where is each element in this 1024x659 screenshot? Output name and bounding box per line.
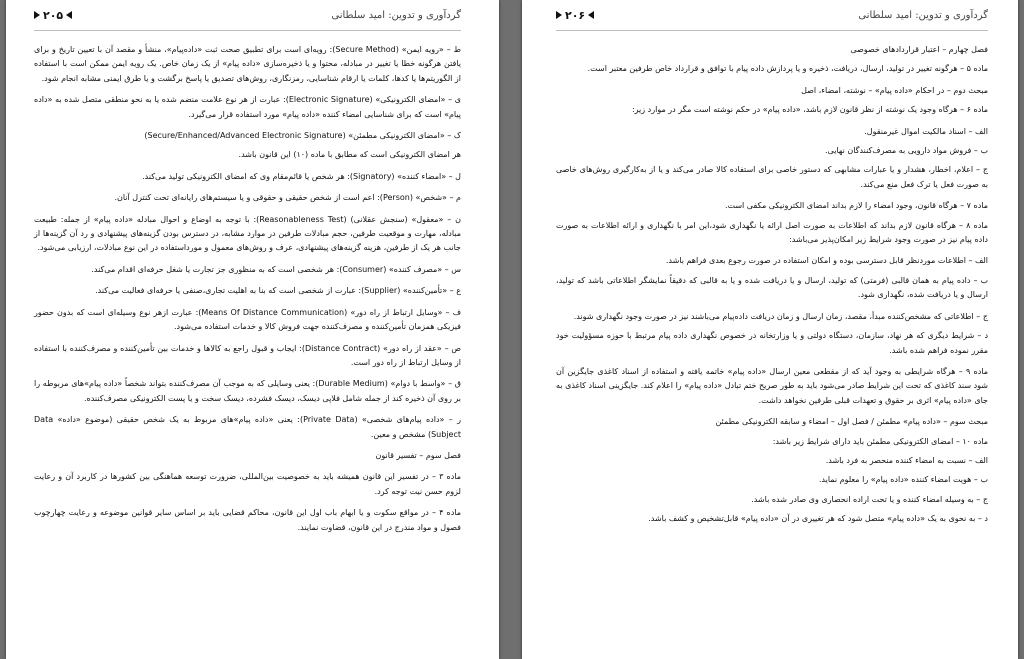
paragraph: ک – «امضای الکترونیکی مطمئن» (Secure/Enhanced/Advanced Electronic Signature) xyxy=(144,131,461,141)
paragraph: الف – اسناد مالکیت اموال غیرمنقول. xyxy=(864,126,988,136)
page-mark-icon xyxy=(66,11,72,19)
paragraph: ی – «امضای الکترونیکی» (Electronic Signature): عبارت از هر نوع علامت منضم شده یا به نحو منطقی متصل شده به «داده پیام» است که برای شناسایی امضاء کننده «داده پیام» مورد استفاده قرار می‌گیرد. xyxy=(34,95,462,119)
paragraph: الف – نسبت به امضاء کننده منحصر به فرد باشد. xyxy=(825,455,988,465)
paragraph: ماده ۹ – هرگاه شرایطی به وجود آید که از مقطعی معین ارسال «داده پیام» خاتمه یافته و استفاده از اسناد کاغذی جایگزین آن شود سند کاغذی که تحت این شرایط صادر می‌شود باید به طور صریح ختم تبادل «داده پیام» را اعلام کند. جایگزینی اسناد کاغذی به جای «داده پیام» اثری بر حقوق و تعهدات قبلی طرفین نخواهد داشت. xyxy=(556,366,988,405)
paragraph: ماده ۸ – هرگاه قانون لازم بداند که اطلاعات به صورت اصل ارائه یا نگهداری شود،این امر با نگهداری و ارائه اطلاعات به صورت داده پیام نیز در صورت وجود شرایط زیر امکان‌پذیر می‌باشد: xyxy=(556,220,988,245)
paragraph: هر امضای الکترونیکی است که مطابق با ماده (۱۰) این قانون باشد. xyxy=(238,150,461,160)
paragraph: ماده ۵ – هرگونه تغییر در تولید، ارسال، دریافت، ذخیره و یا پردازش داده پیام با توافق و قرارداد خاص طرفین معتبر است. xyxy=(587,64,988,74)
paragraph: د – به نحوی به یک «داده پیام» متصل شود که هر تغییری در آن «داده پیام» قابل‌تشخیص و کشف باشد. xyxy=(648,514,988,524)
page-number: ۲۰۵ xyxy=(43,8,64,22)
section-heading: فصل چهارم – اعتبار قراردادهای خصوصی xyxy=(850,45,988,54)
page-number: ۲۰۶ xyxy=(565,8,586,22)
paragraph: ن – «معقول» (سنجش عقلانی) (Reasonableness Test): با توجه به اوضاع و احوال مبادله «داده پیام» از جمله: طبیعت مبادله، مهارت و موقعیت طرفین، حجم مبادلات طرفین در موارد مشابه، در دسترس بودن گزینه‌های پیشنهادی و رد آن گزینه‌ها از جانب هر یک از طرفین، هزینه گزینه‌های پیشنهادی، عرف و روش‌های معمول و مورداستفاده در این نوع مبادلات، ارزیابی می‌شود. xyxy=(34,214,461,253)
section-heading: فصل سوم – تفسیر قانون xyxy=(375,450,461,460)
paragraph: ماده ۱۰ – امضای الکترونیکی مطمئن باید دارای شرایط زیر باشد: xyxy=(772,436,988,446)
page-mark-icon xyxy=(588,11,594,19)
page-number-block xyxy=(556,9,594,22)
paragraph: ر – «داده پیام‌های شخصی» (Private Data): یعنی «داده پیام»‌های مربوط به یک شخص حقیقی (موضوع «داده» Data Subject) مشخص و معین. xyxy=(34,415,461,439)
page-header xyxy=(556,0,988,31)
paragraph: الف – اطلاعات موردنظر قابل دسترسی بوده و امکان استفاده در صورت رجوع بعدی فراهم باشد. xyxy=(665,256,988,266)
running-header-title: گردآوری و تدوین: امید سلطانی xyxy=(858,9,988,21)
paragraph: ع – «تأمین‌کننده» (Supplier): عبارت از شخصی است که بنا به اهلیت تجاری،صنفی یا حرفه‌ای فعالیت می‌کند. xyxy=(95,286,461,296)
paragraph: ماده ۶ – هرگاه وجود یک نوشته از نظر قانون لازم باشد، «داده پیام» در حکم نوشته است مگر در موارد زیر: xyxy=(631,105,988,115)
page-mark-icon xyxy=(556,11,562,19)
paragraph: ماده ۳ – در تفسیر این قانون همیشه باید به خصوصیت بین‌المللی، ضرورت توسعه هماهنگی بین کشورها در کاربرد آن و رعایت لزوم حسن نیت توجه کرد. xyxy=(34,472,461,496)
paragraph: ب – داده پیام به همان قالبی (فرمتی) که تولید، ارسال و یا دریافت شده و یا به قالبی که دقیقاً نمایشگر اطلاعاتی باشد که تولید، ارسال و یا دریافت شده، نگهداری شود. xyxy=(556,275,988,300)
left-page xyxy=(6,0,499,659)
paragraph: ماده ۷ – هرگاه قانون، وجود امضاء را لازم بداند امضای الکترونیکی مکفی است. xyxy=(724,201,988,211)
page-header xyxy=(34,0,461,31)
paragraph: ب – هویت امضاء کننده «داده پیام» را معلوم نماید. xyxy=(818,475,988,485)
paragraph: ماده ۴ – در مواقع سکوت و یا ابهام باب اول این قانون، محاکم قضایی باید بر اساس سایر قوانین موضوعه و رعایت چهارچوب فصول و مواد مندرج در این قانون، قضاوت نمایند. xyxy=(34,508,461,532)
paragraph: ج – اعلام، اخطار، هشدار و یا عبارات مشابهی که دستور خاصی برای استفاده کالا صادر می‌کند و یا از به‌کارگیری روش‌های خاصی به صورت فعل یا ترک فعل منع می‌کند. xyxy=(556,165,988,189)
page-number-block xyxy=(34,9,72,22)
paragraph: ص – «عقد از راه دور» (Distance Contract): ایجاب و قبول راجع به کالاها و خدمات بین تأمین‌کننده و مصرف‌کننده با استفاده از وسایل ارتباط از راه دور است. xyxy=(34,343,462,367)
paragraph: س – «مصرف کننده» (Consumer): هر شخصی است که به منظوری جز تجارت یا شغل حرفه‌ای اقدام می‌کند. xyxy=(91,264,461,274)
paragraph: ف – «وسایل ارتباط از راه دور» (Means Of Distance Communication): عبارت ازهر نوع وسیله‌ای است که بدون حضور فیزیکی همزمان تأمین‌کننده و مصرف‌کننده جهت فروش کالا و خدمات استفاده می‌شود. xyxy=(34,307,461,332)
paragraph: ب – فروش مواد دارویی به مصرف‌کنندگان نهایی. xyxy=(825,146,988,156)
paragraph: ق – «واسط با دوام» (Durable Medium): یعنی وسایلی که به موجب آن مصرف‌کننده بتواند شخصاً «داده پیام»‌های مربوطه را بر روی آن ذخیره کند از جمله شامل فلاپی دیسک، دیسک فشرده، دیسک سخت و یا پست الکترونیکی مصرف‌کننده. xyxy=(34,379,462,403)
running-header-title: گردآوری و تدوین: امید سلطانی xyxy=(331,9,461,21)
right-page xyxy=(522,0,1018,659)
page-mark-icon xyxy=(34,11,40,19)
section-heading: مبحث دوم – در احکام «داده پیام» – نوشته، امضاء، اصل xyxy=(801,85,988,95)
paragraph: ط – «رویه ایمن» (Secure Method): رویه‌ای است برای تطبیق صحت ثبت «داده‌پیام»، منشأ و مقصد آن با تعیین تاریخ و برای یافتن هرگونه خطا یا تغییر در مبادله، محتوا و یا ذخیره‌سازی «داده پیام» از یک زمان خاص. یک رویه ایمن ممکن است با استفاده از الگوریتم‌ها یا کدها، کلمات یا ارقام شناسایی، رمزنگاری، روش‌های تصدیق یا پاسخ برگشت و یا طرق ایمنی مشابه انجام شود. xyxy=(34,45,461,83)
paragraph: د – شرایط دیگری که هر نهاد، سازمان، دستگاه دولتی و یا وزارتخانه در خصوص نگهداری داده پیام مرتبط با حوزه مسؤولیت خود مقرر نموده فراهم شده باشد. xyxy=(556,331,988,355)
paragraph: م – «شخص» (Person): اعم است از شخص حقیقی و حقوقی و یا سیستم‌های رایانه‌ای تحت کنترل آنان. xyxy=(114,193,461,203)
section-heading: مبحث سوم – «داده پیام» مطمئن / فصل اول – امضاء و سابقه الکترونیکی مطمئن xyxy=(715,417,988,427)
paragraph: ج – اطلاعاتی که مشخص‌کننده مبدأ، مقصد، زمان ارسال و زمان دریافت داده‌پیام می‌باشند نیز در صورت وجود نگهداری شوند. xyxy=(573,311,988,321)
paragraph: ج – به وسیله امضاء کننده و یا تحت اراده انحصاری وی صادر شده باشد. xyxy=(751,494,988,504)
paragraph: ل – «امضاء کننده» (Signatory): هر شخص یا قائم‌مقام وی که امضای الکترونیکی تولید می‌کند. xyxy=(142,171,461,181)
